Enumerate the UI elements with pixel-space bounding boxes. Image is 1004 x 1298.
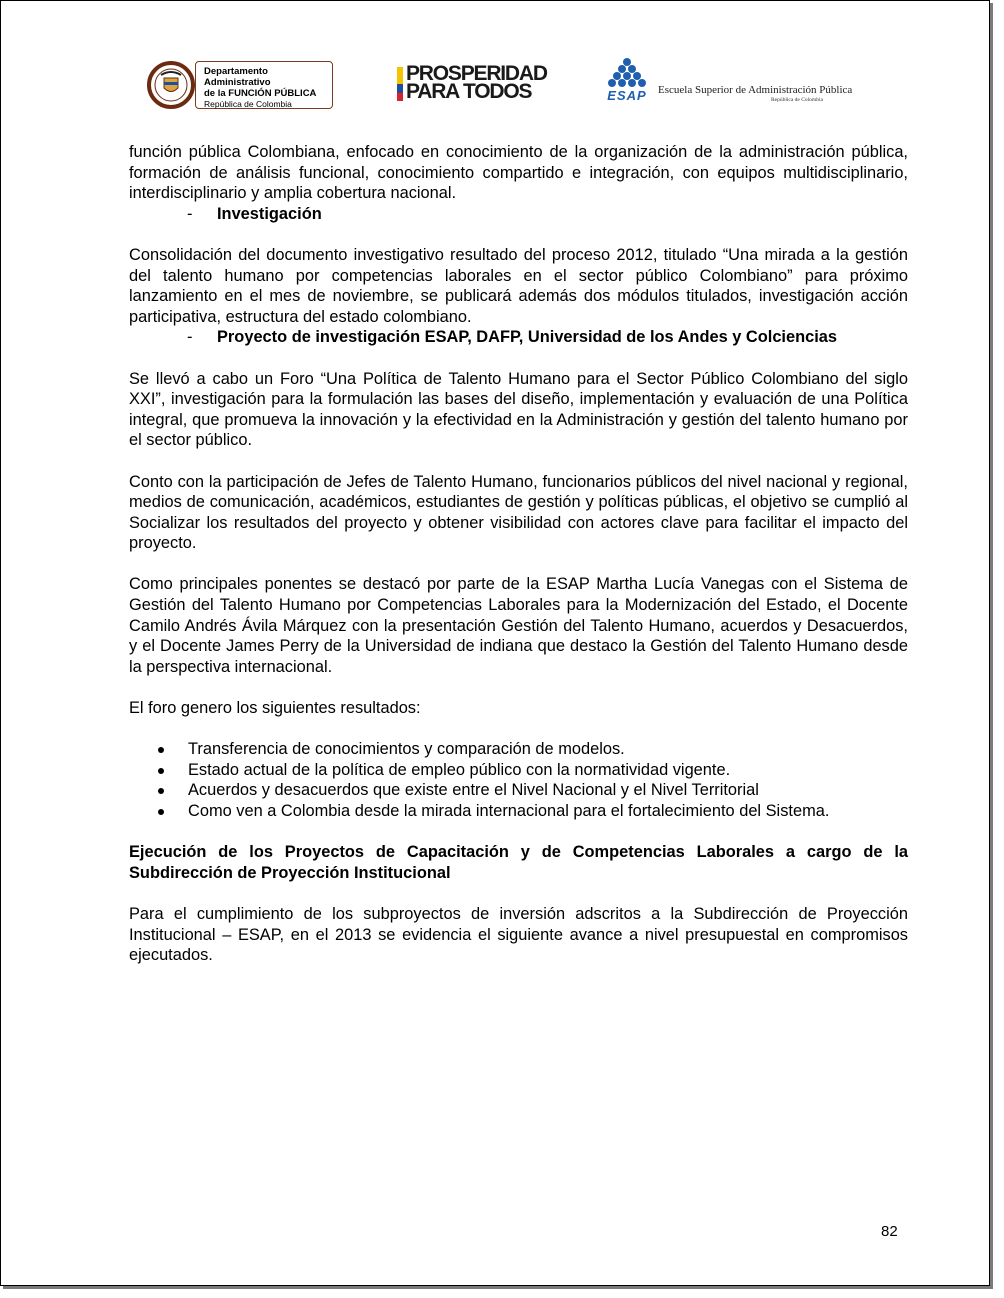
colombia-coat-of-arms-icon xyxy=(147,61,195,109)
results-list xyxy=(129,739,908,821)
dash-marker: - xyxy=(187,328,193,347)
dash-marker: - xyxy=(187,204,193,223)
page-header xyxy=(1,57,989,117)
bullet-icon xyxy=(158,768,164,774)
prosperidad-text xyxy=(406,62,547,103)
list-item-text: Transferencia de conocimientos y comparación de modelos. xyxy=(188,740,625,759)
document-body xyxy=(129,142,908,966)
esap-name: Escuela Superior de Administración Pública xyxy=(658,84,853,96)
heading-ejecucion: Ejecución de los Proyectos de Capacitación y de Competencias Laborales a cargo de la Subdirección de Proyección Institucional xyxy=(129,843,908,882)
esap-logo xyxy=(601,57,853,113)
heading-investigacion xyxy=(129,204,908,225)
dafp-line-3: República de Colombia xyxy=(204,99,292,109)
paragraph-intro: función pública Colombiana, enfocado en conocimiento de la organización de la administración pública, formación de análisis funcional, conocimiento compartido e integración, con equipos multidisciplinario, interdisciplinario y amplia cobertura nacional. xyxy=(129,143,908,203)
paragraph-foro: Se llevó a cabo un Foro “Una Política de Talento Humano para el Sector Público Colombiano del siglo XXI”, investigación para la formulación las bases del diseño, implementación y evaluación de una Política integral, que promueva la innovación y la efectividad en la Administración y gestión del talento humano por el sector público. xyxy=(129,369,908,450)
esap-subtitle: República de Colombia xyxy=(771,97,823,103)
dafp-line-1: Departamento Administrativo xyxy=(204,66,271,88)
list-item xyxy=(129,739,908,760)
prosperidad-line-2: PARA TODOS xyxy=(406,80,532,103)
list-item xyxy=(129,780,908,801)
list-item-text: Acuerdos y desacuerdos que existe entre el Nivel Nacional y el Nivel Territorial xyxy=(188,781,759,800)
dafp-logo xyxy=(147,59,337,113)
bullet-icon xyxy=(158,809,164,815)
paragraph-ejecucion: Para el cumplimiento de los subproyectos de inversión adscritos a la Subdirección de Proyección Institucional – ESAP, en el 2013 se evidencia el siguiente avance a nivel presupuestal en compromisos ejecutados. xyxy=(129,904,908,965)
paragraph-participacion: Conto con la participación de Jefes de Talento Humano, funcionarios públicos del nivel nacional y regional, medios de comunicación, académicos, estudiantes de gestión y políticas públicas, el objetivo se cumplió al Socializar los resultados del proyecto y obtener visibilidad con actores clave para facilitar el impacto del proyecto. xyxy=(129,472,908,553)
list-item xyxy=(129,801,908,822)
list-item-text: Como ven a Colombia desde la mirada internacional para el fortalecimiento del Sistema. xyxy=(188,802,830,820)
esap-logo-wordmark: ESAP xyxy=(607,88,647,103)
heading-proyecto-text: Proyecto de investigación ESAP, DAFP, Universidad de los Andes y Colciencias xyxy=(217,328,838,347)
heading-proyecto xyxy=(129,327,908,348)
bullet-icon xyxy=(158,788,164,794)
paragraph-investigacion: Consolidación del documento investigativo resultado del proceso 2012, titulado “Una mirada a la gestión del talento humano por competencias laborales en el sector público Colombiano” para próximo lanzamiento en el mes de noviembre, se publicará además dos módulos titulados, investigación acción participativa, estructura del estado colombiano. xyxy=(129,245,908,326)
prosperidad-line-1: PROSPERIDAD xyxy=(406,62,547,85)
paragraph-ponentes: Como principales ponentes se destacó por parte de la ESAP Martha Lucía Vanegas con el Sistema de Gestión del Talento Humano por Competencias Laborales para la Modernización del Estado, el Docente Camilo Andrés Ávila Márquez con la presentación Gestión del Talento Humano, acuerdos y Desacuerdos, y el Docente James Perry de la Universidad de indiana que destaco la Gestión del Talento Humano desde la perspectiva internacional. xyxy=(129,575,908,676)
prosperidad-para-todos-logo xyxy=(397,62,557,105)
colombia-flag-bar-icon xyxy=(397,67,403,101)
list-item xyxy=(129,760,908,781)
paragraph-resultados-intro: El foro genero los siguientes resultados: xyxy=(129,699,421,718)
dafp-name-box xyxy=(195,61,333,109)
esap-pyramid-icon xyxy=(601,57,653,103)
heading-investigacion-text: Investigación xyxy=(217,204,322,223)
page-number: 82 xyxy=(881,1223,898,1240)
list-item-text: Estado actual de la política de empleo público con la normatividad vigente. xyxy=(188,760,731,779)
dafp-line-2: de la FUNCIÓN PÚBLICA xyxy=(204,88,317,99)
bullet-icon xyxy=(158,747,164,753)
